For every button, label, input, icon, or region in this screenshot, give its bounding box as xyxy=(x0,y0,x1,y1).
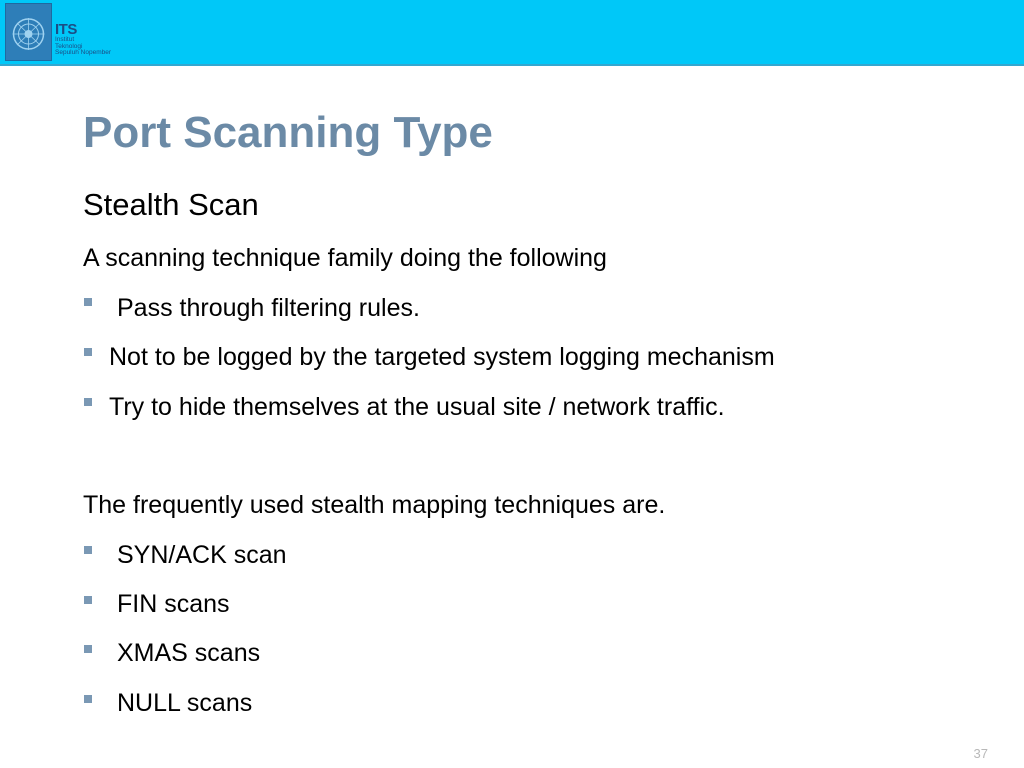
bullet-marker xyxy=(84,298,92,306)
bullet-marker xyxy=(84,546,92,554)
techniques-heading: The frequently used stealth mapping techniques are. xyxy=(83,491,666,519)
bullet-marker xyxy=(84,398,92,406)
its-emblem-icon xyxy=(5,3,52,61)
technique-bullet-3: XMAS scans xyxy=(117,639,261,667)
bullet-marker xyxy=(84,695,92,703)
slide-subtitle: Stealth Scan xyxy=(83,187,259,222)
header-bar xyxy=(0,0,1024,66)
logo-line-1: Institut xyxy=(55,36,75,43)
logo-line-2: Teknologi xyxy=(55,42,83,50)
intro-bullet-3: Try to hide themselves at the usual site / network traffic. xyxy=(109,393,725,421)
logo-abbr: ITS xyxy=(55,21,77,38)
page-number: 37 xyxy=(973,746,988,761)
technique-bullet-2: FIN scans xyxy=(117,590,230,618)
technique-bullet-1: SYN/ACK scan xyxy=(117,541,287,569)
intro-bullet-2: Not to be logged by the targeted system logging mechanism xyxy=(109,343,775,371)
technique-bullet-4: NULL scans xyxy=(117,689,253,717)
intro-text: A scanning technique family doing the following xyxy=(83,244,607,272)
bullet-marker xyxy=(84,645,92,653)
bullet-marker xyxy=(84,348,92,356)
slide-title: Port Scanning Type xyxy=(83,108,493,157)
bullet-marker xyxy=(84,596,92,604)
its-logo xyxy=(55,22,111,57)
logo-line-3: Sepuluh Nopember xyxy=(55,49,112,57)
intro-bullet-1: Pass through filtering rules. xyxy=(117,294,420,322)
